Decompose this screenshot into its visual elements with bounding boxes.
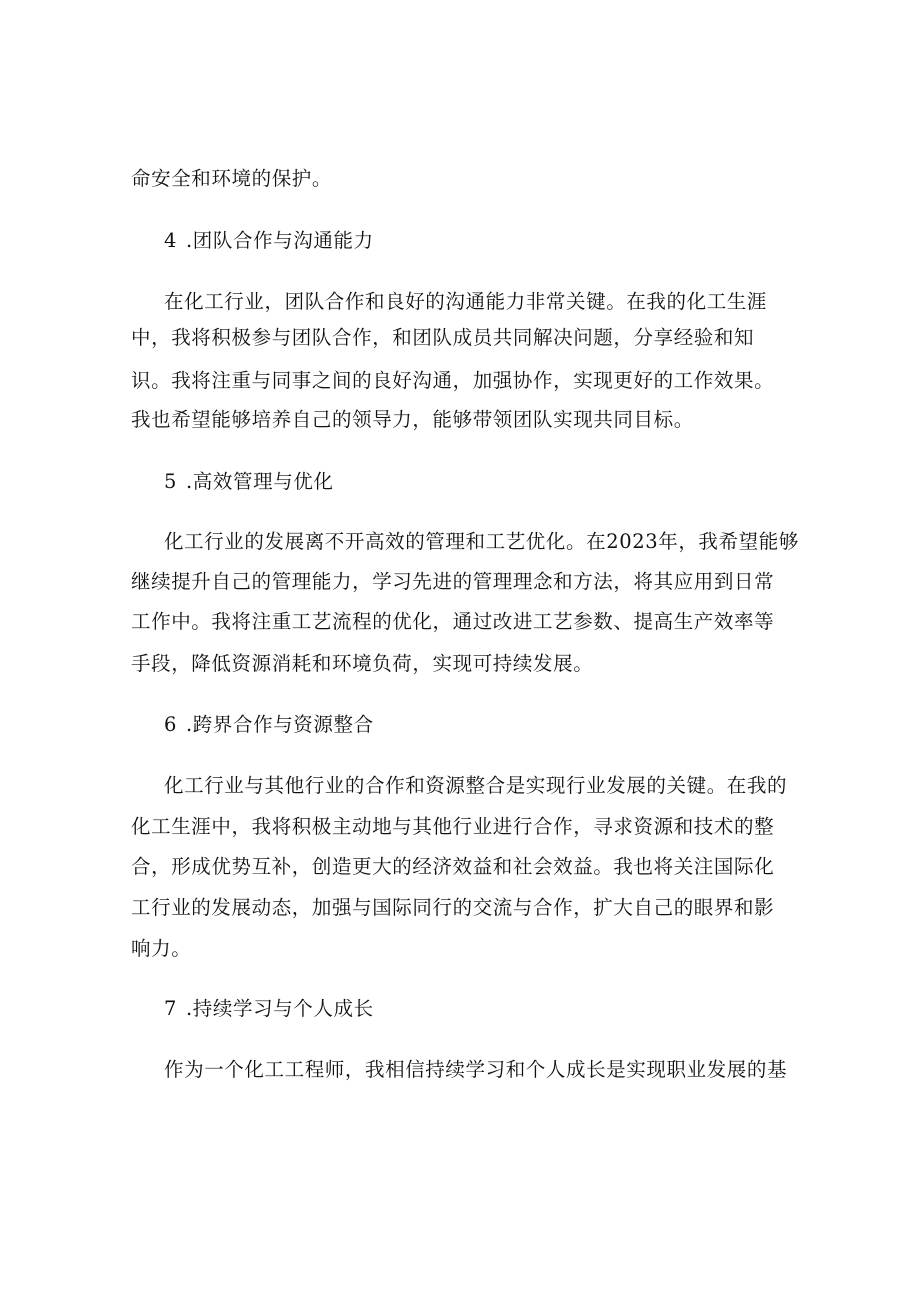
section-title: .团队合作与沟通能力 — [186, 229, 374, 252]
paragraph-line: 命安全和环境的保护。 — [131, 167, 333, 190]
section-number: 7 — [164, 997, 178, 1020]
section-title: .高效管理与优化 — [186, 470, 334, 493]
paragraph-line: 手段，降低资源消耗和环境负荷，实现可持续发展。 — [131, 652, 594, 675]
section-number: 5 — [164, 470, 178, 493]
paragraph-line: 合，形成优势互补，创造更大的经济效益和社会效益。我也将关注国际化 — [131, 855, 775, 878]
paragraph-line: 工作中。我将注重工艺流程的优化，通过改进工艺参数、提高生产效率等 — [131, 610, 775, 633]
paragraph-line: 中，我将积极参与团队合作，和团队成员共同解决问题，分享经验和知 — [131, 326, 755, 349]
paragraph-line: 识。我将注重与同事之间的良好沟通，加强协作，实现更好的工作效果。 — [131, 369, 775, 392]
section-heading — [164, 995, 374, 1023]
section-number: 4 — [164, 229, 178, 252]
section-title: .持续学习与个人成长 — [186, 997, 374, 1020]
section-number: 6 — [164, 713, 178, 736]
paragraph-line: 工行业的发展动态，加强与国际同行的交流与合作，扩大自己的眼界和影 — [131, 896, 775, 919]
section-title: .跨界合作与资源整合 — [186, 713, 374, 736]
paragraph-line: 响力。 — [131, 937, 192, 960]
section-heading — [164, 468, 334, 496]
paragraph-line: 我也希望能够培养自己的领导力，能够带领团队实现共同目标。 — [131, 408, 694, 431]
paragraph-line: 化工行业与其他行业的合作和资源整合是实现行业发展的关键。在我的 — [164, 774, 788, 797]
paragraph-line: 继续提升自己的管理能力，学习先进的管理理念和方法，将其应用到日常 — [131, 570, 775, 593]
paragraph-line: 化工行业的发展离不开高效的管理和工艺优化。在2023年，我希望能够 — [164, 530, 799, 553]
section-heading — [164, 227, 374, 255]
section-heading — [164, 711, 374, 739]
paragraph-line: 化工生涯中，我将积极主动地与其他行业进行合作，寻求资源和技术的整 — [131, 815, 775, 838]
paragraph-line: 作为一个化工工程师，我相信持续学习和个人成长是实现职业发展的基 — [164, 1058, 788, 1081]
paragraph-line: 在化工行业，团队合作和良好的沟通能力非常关键。在我的化工生涯 — [164, 290, 768, 313]
